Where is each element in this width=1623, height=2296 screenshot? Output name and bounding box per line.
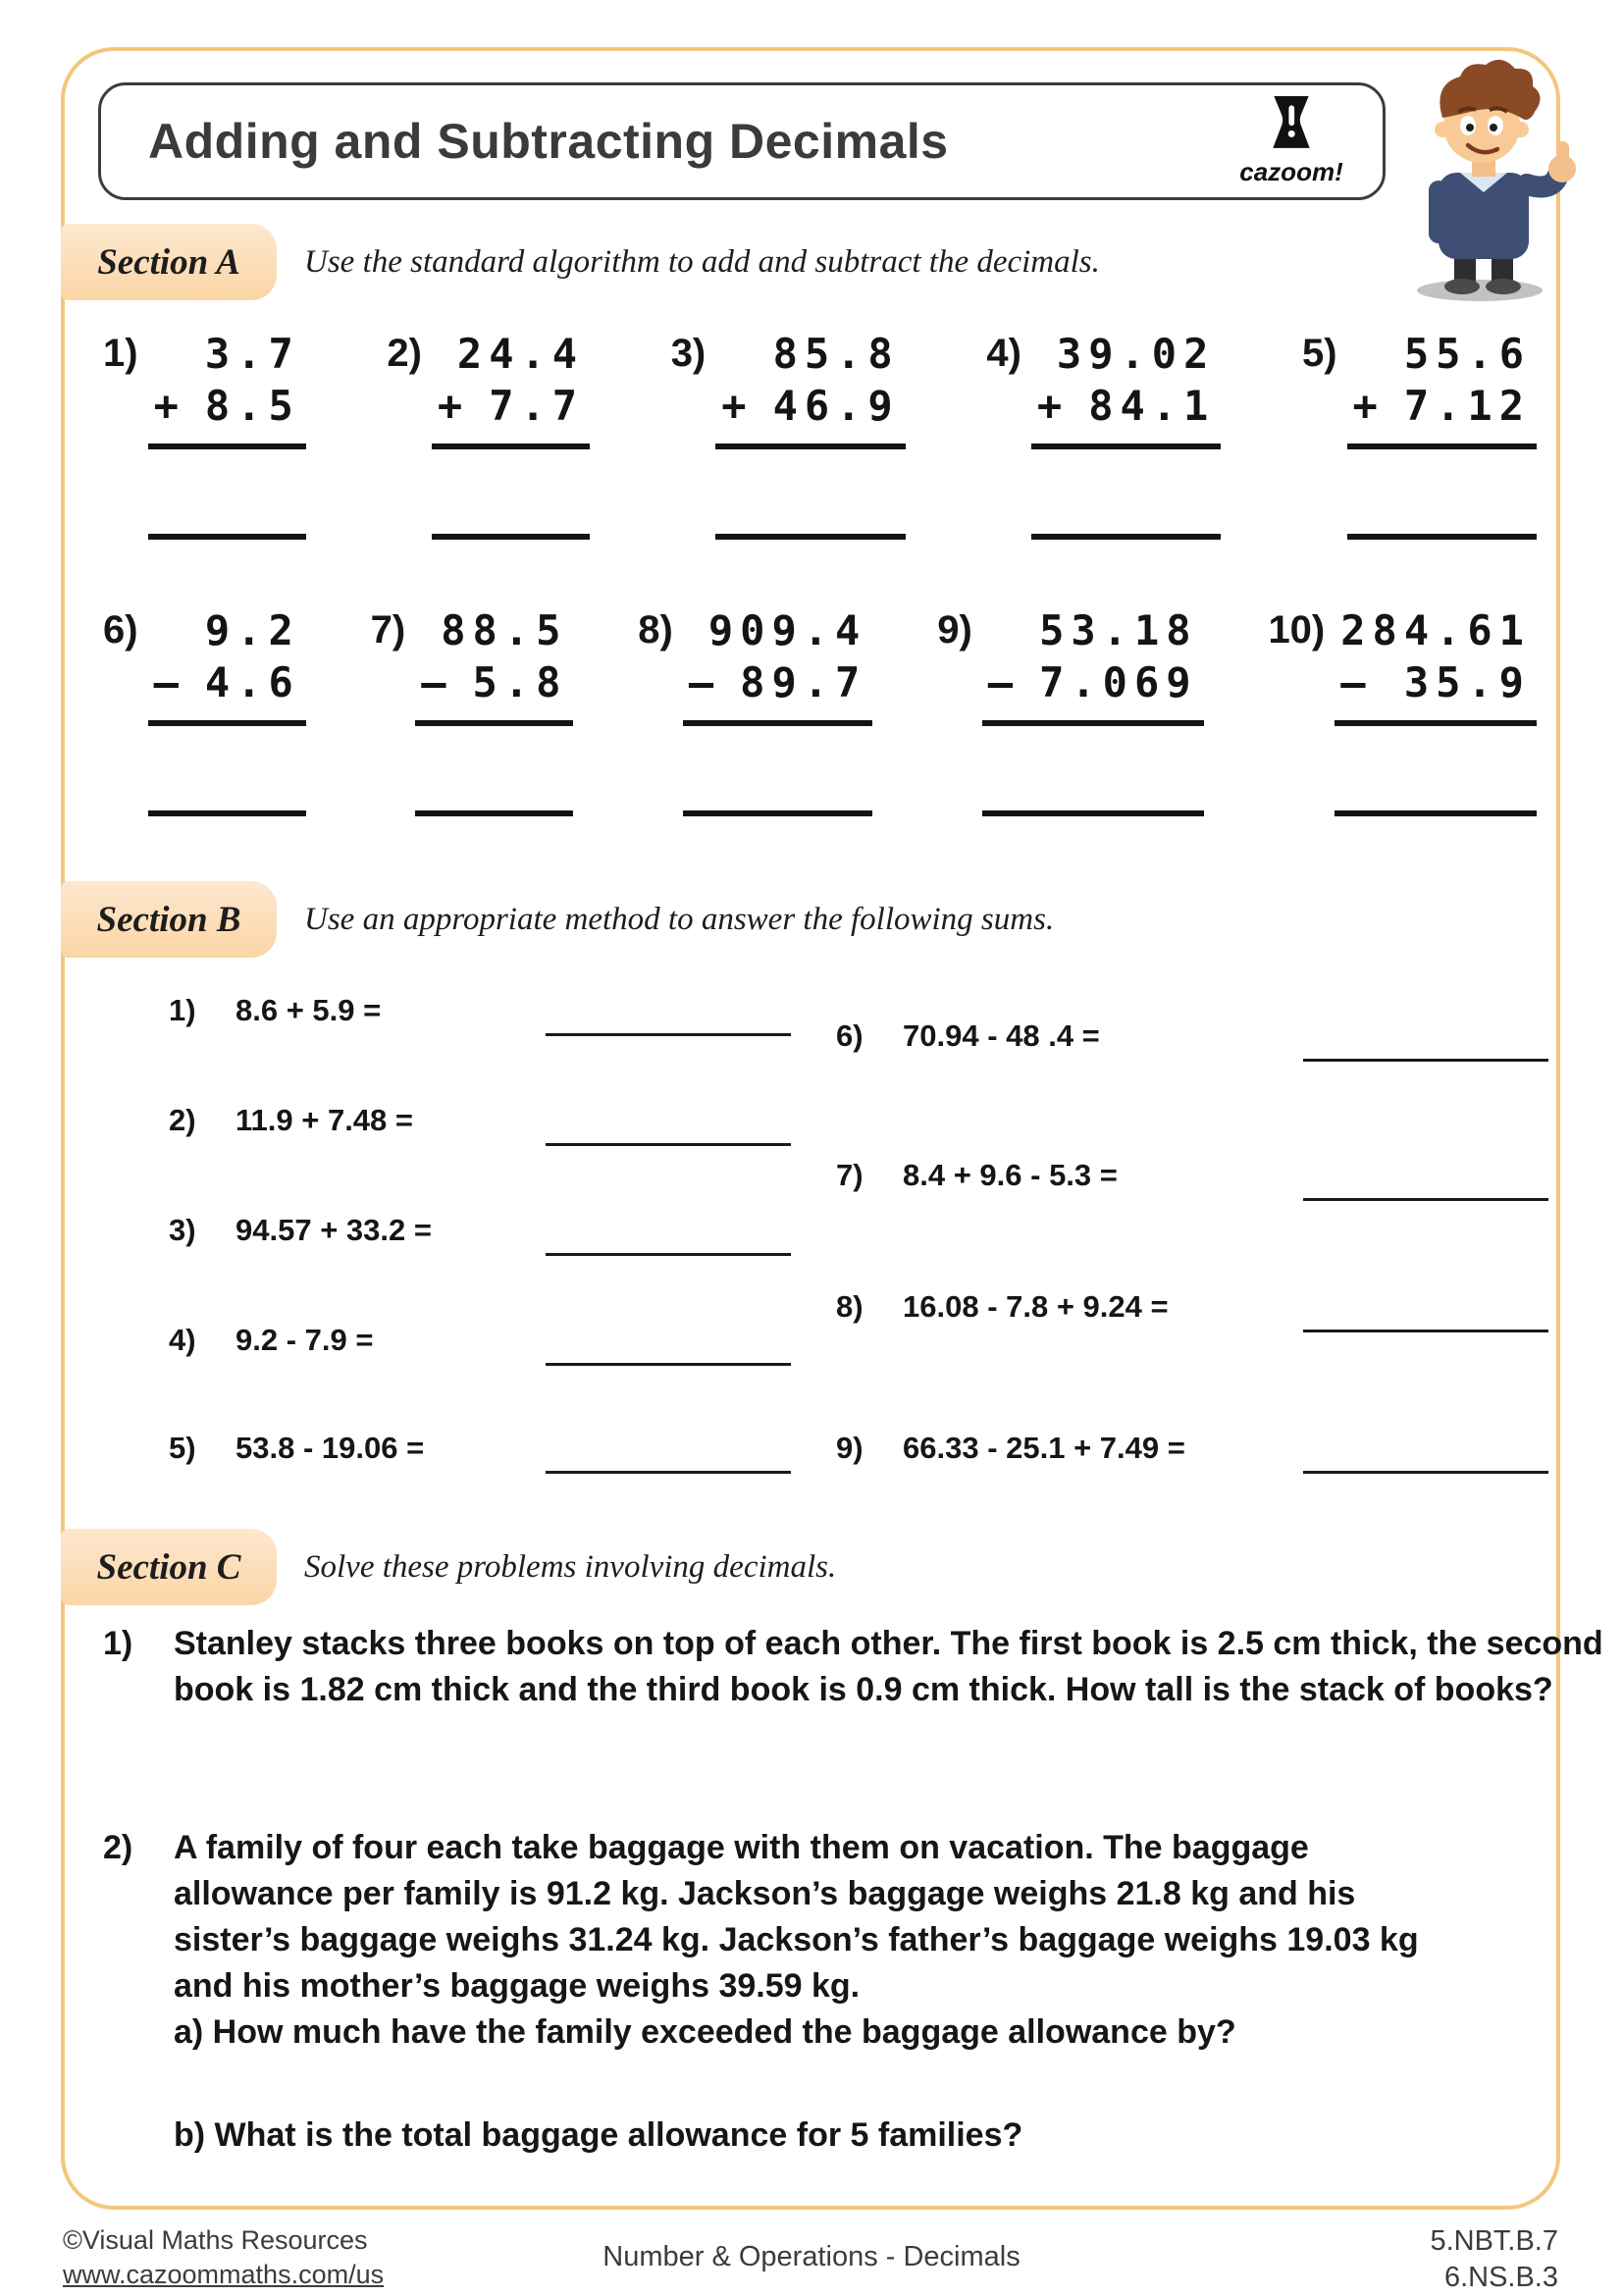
problem-number: 5) — [1301, 332, 1337, 375]
problem-number: 8) — [638, 608, 673, 652]
brand-name: cazoom! — [1239, 157, 1343, 186]
sum-item — [169, 1323, 791, 1358]
answer-line — [1347, 534, 1537, 540]
problem-sub-question-b: b) What is the total baggage allowance for 5 families? — [174, 2116, 1023, 2154]
subtraction-problem — [371, 604, 568, 816]
mascot-boy-illustration — [1382, 59, 1588, 304]
problem-sub-question-a: a) How much have the family exceeded the baggage allowance by? — [174, 2013, 1236, 2051]
addition-problem — [986, 328, 1215, 540]
problem-number: 7) — [370, 608, 406, 652]
problem-number: 3) — [169, 1213, 196, 1247]
operation-line — [415, 720, 573, 726]
bottom-operand: 84.1 — [1088, 382, 1216, 430]
bottom-operand: 89.7 — [740, 658, 867, 706]
operation-line — [148, 720, 306, 726]
operator: + — [153, 382, 185, 430]
answer-line — [148, 534, 306, 540]
section-b-label: Section B — [61, 881, 277, 958]
operation-line — [432, 444, 590, 449]
footer-center-text: Number & Operations - Decimals — [602, 2241, 1021, 2272]
problem-number: 1) — [103, 332, 138, 375]
addition-problem — [1302, 328, 1531, 540]
subtraction-problem — [937, 604, 1197, 816]
answer-blank — [546, 1001, 791, 1036]
bottom-operand: 7.12 — [1403, 382, 1531, 430]
problem-number: 1) — [169, 993, 196, 1027]
top-operand: 85.8 — [772, 330, 900, 378]
sum-item — [169, 1103, 791, 1138]
answer-blank — [1303, 1438, 1548, 1474]
standard-code-1: 5.NBT.B.7 — [1430, 2225, 1558, 2257]
answer-blank — [1303, 1297, 1548, 1332]
operation-line — [683, 720, 872, 726]
answer-blank — [1303, 1166, 1548, 1201]
problem-number: 8) — [836, 1289, 864, 1324]
operation-line — [982, 720, 1204, 726]
footer-url-link[interactable]: www.cazoommaths.com/us — [63, 2260, 385, 2289]
section-a-subtraction-row — [103, 604, 1531, 816]
sum-expression: 53.8 - 19.06 = — [236, 1431, 425, 1465]
operator: + — [1352, 382, 1385, 430]
problem-number: 2) — [169, 1103, 196, 1137]
answer-blank — [546, 1331, 791, 1366]
sum-expression: 8.4 + 9.6 - 5.3 = — [903, 1158, 1118, 1192]
operation-line — [148, 444, 306, 449]
answer-blank — [546, 1221, 791, 1256]
brand-logo — [1228, 95, 1355, 187]
addition-problem — [671, 328, 900, 540]
answer-blank — [546, 1438, 791, 1474]
section-b-instruction: Use an appropriate method to answer the following sums. — [304, 901, 1055, 937]
subtraction-problem — [1268, 604, 1531, 816]
bottom-operand: 7.069 — [1039, 658, 1198, 706]
answer-line — [1335, 810, 1537, 816]
answer-blank — [546, 1111, 791, 1146]
top-operand: 284.61 — [1340, 606, 1531, 654]
sum-item — [836, 1289, 1548, 1325]
problem-number: 3) — [670, 332, 707, 375]
problem-number: 4) — [986, 332, 1021, 375]
problem-number: 5) — [169, 1431, 196, 1465]
sum-item — [836, 1018, 1548, 1054]
operator: – — [1340, 658, 1373, 706]
sum-item — [836, 1158, 1548, 1193]
answer-blank — [1303, 1026, 1548, 1062]
top-operand: 24.4 — [456, 330, 585, 378]
bottom-operand: 8.5 — [204, 382, 300, 430]
section-c-instruction: Solve these problems involving decimals. — [304, 1548, 837, 1585]
section-a-instruction: Use the standard algorithm to add and subtract the decimals. — [304, 243, 1100, 280]
answer-line — [415, 810, 573, 816]
answer-line — [683, 810, 872, 816]
problem-number: 2) — [103, 1829, 133, 1866]
section-a-label: Section A — [61, 224, 277, 300]
word-problem — [103, 1621, 1606, 1713]
problem-number: 9) — [836, 1431, 864, 1465]
operator: – — [421, 658, 453, 706]
bottom-operand: 46.9 — [772, 382, 900, 430]
bottom-operand: 35.9 — [1403, 658, 1531, 706]
sum-expression: 70.94 - 48 .4 = — [903, 1018, 1100, 1053]
operation-line — [1031, 444, 1221, 449]
answer-line — [148, 810, 306, 816]
operator: + — [721, 382, 754, 430]
sum-item — [169, 993, 791, 1028]
sum-expression: 9.2 - 7.9 = — [236, 1323, 374, 1357]
problem-number: 7) — [836, 1158, 864, 1192]
sum-item — [836, 1431, 1548, 1466]
top-operand: 55.6 — [1403, 330, 1531, 378]
operation-line — [715, 444, 905, 449]
word-problem — [103, 1825, 1449, 2159]
problem-text: A family of four each take baggage with them on vacation. The baggage allowance per family is 91.2 kg. Jackson’s baggage weighs 21.8 kg and his sister’s baggage weighs 31.24 kg. Jackson’s father’s baggage weighs 19.03 kg and his mother’s baggage weighs 39.59 kg. — [174, 1829, 1419, 2005]
operator: – — [987, 658, 1021, 706]
addition-problem — [103, 328, 300, 540]
top-operand: 88.5 — [441, 606, 568, 654]
subtraction-problem — [638, 604, 866, 816]
title-box — [98, 82, 1386, 200]
top-operand: 39.02 — [1056, 330, 1216, 378]
section-a-addition-row — [103, 328, 1531, 540]
operation-line — [1335, 720, 1537, 726]
problem-number: 2) — [387, 332, 422, 375]
top-operand: 53.18 — [1039, 606, 1198, 654]
section-c-label: Section C — [61, 1529, 277, 1605]
operation-line — [1347, 444, 1537, 449]
sum-item — [169, 1431, 791, 1466]
sum-expression: 66.33 - 25.1 + 7.49 = — [903, 1431, 1185, 1465]
subtraction-problem — [103, 604, 300, 816]
bottom-operand: 5.8 — [472, 658, 568, 706]
operator: – — [688, 658, 721, 706]
standard-code-2: 6.NS.B.3 — [1443, 2262, 1558, 2293]
answer-line — [982, 810, 1204, 816]
answer-line — [1031, 534, 1221, 540]
top-operand: 3.7 — [204, 330, 300, 378]
footer-copyright: ©Visual Maths Resources — [63, 2225, 368, 2255]
problem-number: 4) — [169, 1323, 196, 1357]
top-operand: 909.4 — [707, 606, 867, 654]
cazoom-drum-icon — [1269, 95, 1314, 155]
bottom-operand: 7.7 — [489, 382, 585, 430]
problem-text: Stanley stacks three books on top of each other. The first book is 2.5 cm thick, the second book is 1.82 cm thick and the third book is 0.9 cm thick. How tall is the stack of books? — [174, 1625, 1603, 1708]
operator: – — [153, 658, 185, 706]
problem-number: 6) — [103, 608, 138, 652]
problem-number: 10) — [1268, 608, 1326, 652]
problem-number: 9) — [937, 608, 972, 652]
page-title: Adding and Subtracting Decimals — [148, 114, 949, 169]
addition-problem — [387, 328, 584, 540]
sum-expression: 94.57 + 33.2 = — [236, 1213, 432, 1247]
footer-standards — [1430, 2223, 1558, 2296]
sum-expression: 11.9 + 7.48 = — [236, 1103, 414, 1137]
problem-number: 6) — [836, 1018, 864, 1053]
sum-item — [169, 1213, 791, 1248]
sum-expression: 8.6 + 5.9 = — [236, 993, 382, 1027]
sum-expression: 16.08 - 7.8 + 9.24 = — [903, 1289, 1169, 1324]
problem-number: 1) — [103, 1625, 133, 1662]
top-operand: 9.2 — [204, 606, 300, 654]
answer-line — [432, 534, 590, 540]
bottom-operand: 4.6 — [204, 658, 300, 706]
operator: + — [437, 382, 470, 430]
answer-line — [715, 534, 905, 540]
operator: + — [1036, 382, 1070, 430]
